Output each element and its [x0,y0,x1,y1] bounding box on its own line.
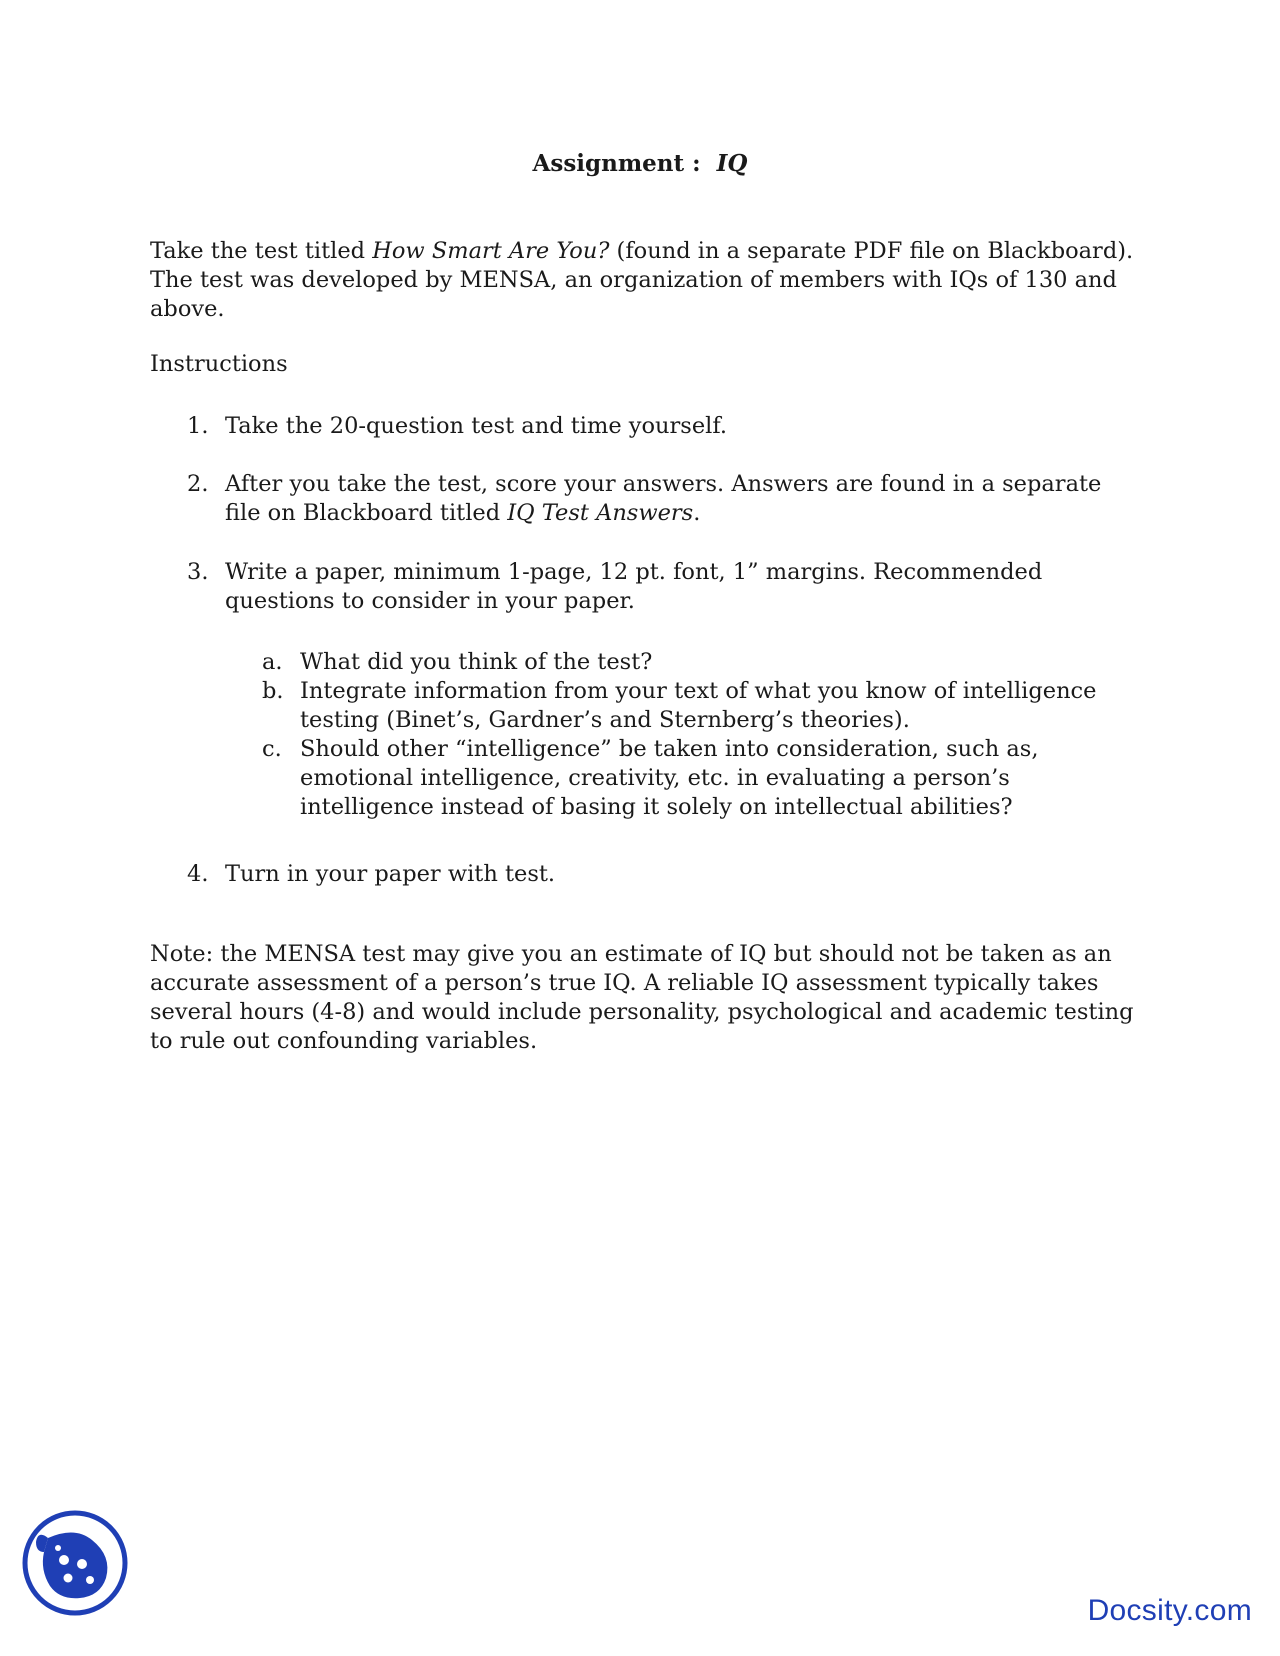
intro-paragraph [150,237,1140,324]
sub-list-letter: b. [262,678,284,704]
list-text-before: After you take the test, score your answers. Answers are found in a separate file on Blackboard titled [225,471,1102,526]
docsity-brand-link[interactable]: Docsity.com [1087,1594,1252,1627]
list-text-italic: IQ Test Answers [507,500,694,526]
intro-part2: (found in a separate PDF file on Blackboard). The test was developed by MENSA, an organization of members with IQs of 130 and above. [150,238,1134,322]
sub-list-text: Integrate information from your text of what you know of intelligence testing (Binet’s, Gardner’s and Sternberg’s theories). [300,678,1097,733]
note-paragraph: Note: the MENSA test may give you an estimate of IQ but should not be taken as an accurate assessment of a person’s true IQ. A reliable IQ assessment typically takes several hours (4-8) and would include personality, psychological and academic testing to rule out confounding variables. [150,941,1134,1054]
sub-list-text: Should other “intelligence” be taken into consideration, such as, emotional intelligence, creativity, etc. in evaluating a person’s intelligence instead of basing it solely on intellectual abilities? [300,736,1039,820]
list-text [225,470,1140,528]
sub-list-letter: c. [262,736,282,762]
list-number: 4. [187,861,209,887]
instructions-heading: Instructions [150,351,288,377]
sub-list-letter: a. [262,649,283,675]
docsity-logo-icon[interactable] [20,1508,130,1618]
list-number: 2. [187,471,209,497]
document-title [0,150,1280,177]
list-text: Take the 20-question test and time yourself. [225,413,728,439]
intro-part1: Take the test titled [150,238,373,264]
list-number: 1. [187,413,209,439]
list-text: Write a paper, minimum 1-page, 12 pt. font, 1” margins. Recommended questions to consider in your paper. [225,559,1043,614]
intro-test-name: How Smart Are You? [372,238,610,264]
list-number: 3. [187,559,209,585]
title-prefix: Assignment : [532,150,701,177]
list-text: Turn in your paper with test. [225,861,556,887]
title-italic: IQ [716,150,748,177]
list-text-after: . [693,500,701,526]
sub-list-text: What did you think of the test? [300,649,653,675]
